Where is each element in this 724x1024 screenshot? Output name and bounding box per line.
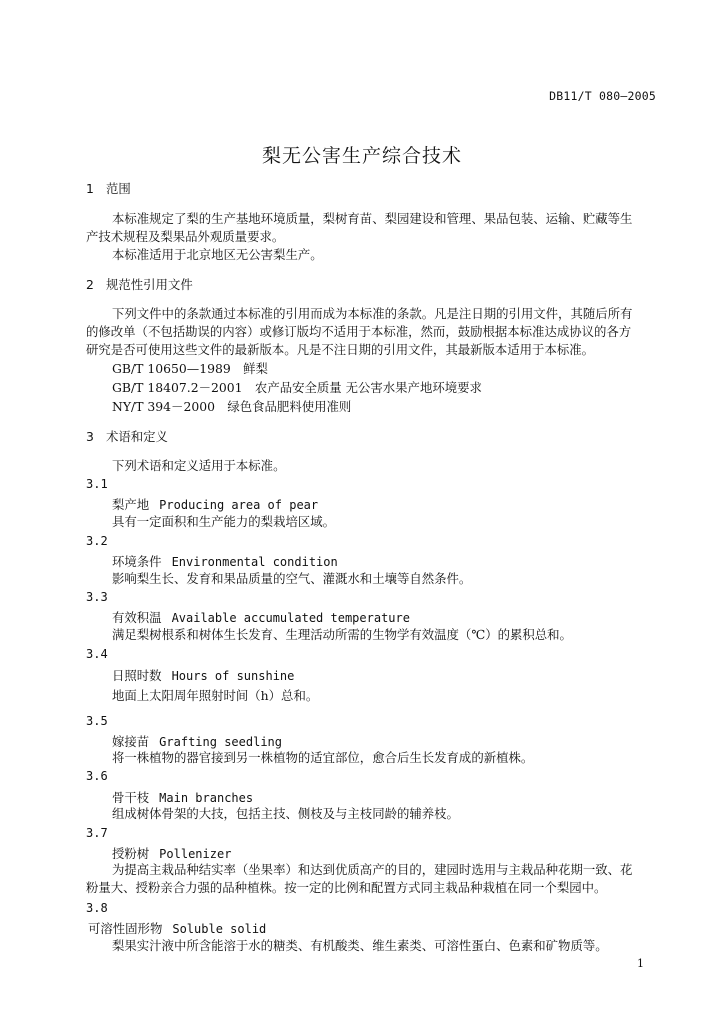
paragraph-line: 下列术语和定义适用于本标准。 [112, 458, 286, 473]
term-english: Hours of sunshine [171, 669, 295, 683]
term-chinese: 有效积温 [112, 610, 162, 625]
term-number: 3.5 [86, 714, 108, 728]
term-number: 3.3 [86, 590, 108, 604]
paragraph-line: 下列文件中的条款通过本标准的引用而成为本标准的条款。凡是注日期的引用文件，其随后所有 [112, 306, 633, 321]
reference-item: GB/T 10650—1989 鲜梨 [112, 361, 268, 376]
reference-item: GB/T 18407.2－2001 农产品安全质量 无公害水果产地环境要求 [112, 380, 482, 395]
standard-code: DB11/T 080—2005 [549, 89, 656, 103]
term-definition: 粉量大、授粉亲合力强的品种植株。按一定的比例和配置方式同主栽品种栽植在同一个梨园中。 [86, 880, 607, 895]
term-heading [112, 844, 231, 862]
term-definition: 具有一定面积和生产能力的梨栽培区域。 [112, 514, 336, 529]
section-1-heading [86, 181, 131, 197]
paragraph-line: 本标准规定了梨的生产基地环境质量，梨树育苗、梨园建设和管理、果品包装、运输、贮藏等生 [112, 211, 633, 226]
term-heading [112, 666, 294, 684]
paragraph-line: 产技术规程及梨果品外观质量要求。 [86, 229, 285, 244]
term-english: Grafting seedling [159, 735, 282, 749]
term-definition: 为提高主栽品种结实率（坐果率）和达到优质高产的目的，建园时选用与主栽品种花期一致、花 [112, 862, 633, 877]
paragraph-line: 的修改单（不包括勘误的内容）或修订版均不适用于本标准，然而，鼓励根据本标准达成协议的各方 [86, 324, 632, 339]
section-2-heading [86, 277, 193, 293]
reference-item: NY/T 394－2000 绿色食品肥料使用准则 [112, 399, 352, 414]
term-english: Available accumulated temperature [171, 611, 410, 625]
document-title: 梨无公害生产综合技术 [261, 145, 462, 167]
term-chinese: 骨干枝 [112, 790, 150, 805]
term-chinese: 嫁接苗 [112, 734, 150, 749]
term-number: 3.7 [86, 826, 108, 840]
term-definition: 梨果实汁液中所含能溶于水的糖类、有机酸类、维生素类、可溶性蛋白、色素和矿物质等。 [112, 938, 608, 953]
term-heading [112, 495, 318, 513]
section-number: 2 [86, 277, 94, 292]
term-heading [112, 608, 410, 626]
term-definition: 组成树体骨架的大技，包括主技、侧枝及与主枝同龄的辅养枝。 [112, 806, 459, 821]
term-number: 3.8 [86, 901, 108, 915]
section-number: 1 [86, 181, 94, 196]
term-english: Pollenizer [159, 847, 232, 861]
term-heading [112, 732, 282, 750]
term-english: Environmental condition [171, 555, 338, 569]
term-number: 3.1 [86, 477, 108, 491]
term-heading [112, 788, 253, 806]
term-chinese: 梨产地 [112, 497, 150, 512]
section-number: 3 [86, 429, 94, 444]
term-chinese: 授粉树 [112, 846, 150, 861]
term-definition: 满足梨树根系和树体生长发育、生理活动所需的生物学有效温度（℃）的累积总和。 [112, 627, 572, 642]
term-number: 3.6 [86, 769, 108, 783]
term-chinese: 日照时数 [112, 668, 162, 683]
page-number: 1 [637, 957, 644, 970]
term-heading [88, 919, 266, 937]
term-heading [112, 552, 338, 570]
term-definition: 影响梨生长、发育和果品质量的空气、灌溉水和土壤等自然条件。 [112, 571, 472, 586]
paragraph-line: 本标准适用于北京地区无公害梨生产。 [112, 247, 323, 262]
term-number: 3.4 [86, 647, 108, 661]
section-title: 规范性引用文件 [106, 277, 193, 292]
term-definition: 地面上太阳周年照射时间（h）总和。 [112, 688, 319, 703]
term-english: Main branches [159, 791, 254, 805]
section-3-heading [86, 429, 168, 445]
term-english: Soluble solid [172, 922, 267, 936]
term-chinese: 环境条件 [112, 554, 162, 569]
term-definition: 将一株植物的器官接到另一株植物的适宜部位，愈合后生长发育成的新植株。 [112, 750, 534, 765]
section-title: 范围 [106, 181, 131, 196]
section-title: 术语和定义 [106, 429, 168, 444]
term-chinese: 可溶性固形物 [88, 921, 163, 936]
paragraph-line: 研究是否可使用这些文件的最新版本。凡是不注日期的引用文件，其最新版本适用于本标准。 [86, 342, 595, 357]
term-number: 3.2 [86, 534, 108, 548]
term-english: Producing area of pear [159, 498, 319, 512]
